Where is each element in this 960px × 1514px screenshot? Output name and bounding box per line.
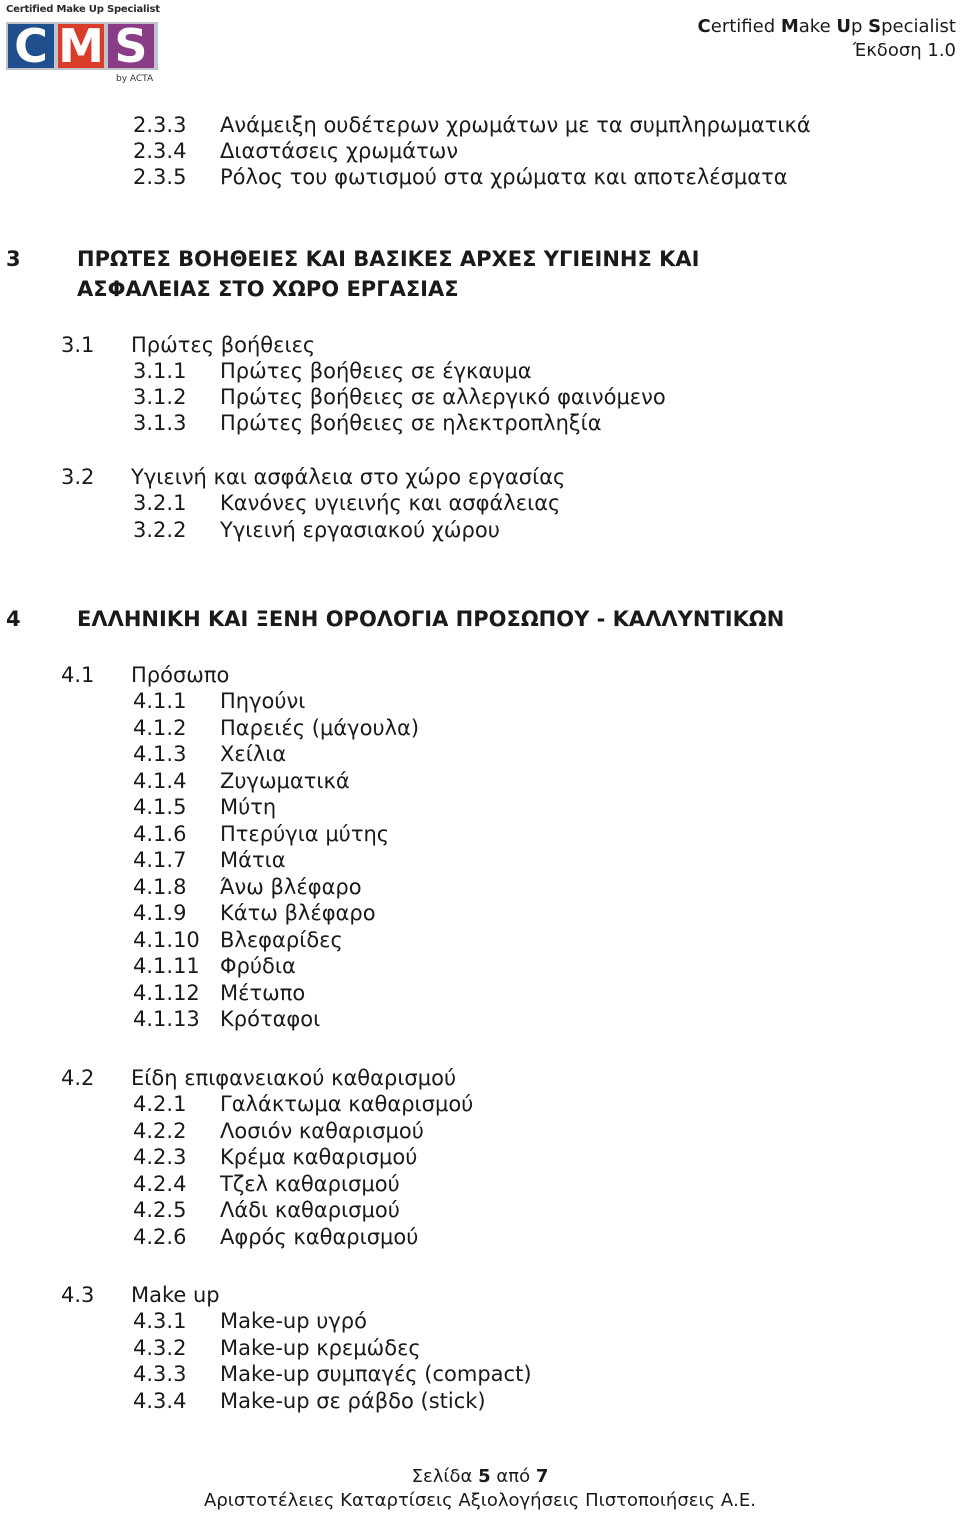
- section-title: Υγιεινή και ασφάλεια στο χώρο εργασίας: [131, 465, 566, 489]
- toc-number: 3.2.1: [133, 491, 187, 515]
- page-current: 5: [478, 1466, 491, 1487]
- toc-entry: Πρώτες βοήθειες σε αλλεργικό φαινόμενο: [220, 385, 666, 409]
- logo-letter-m: M: [58, 19, 104, 73]
- toc-number: 3.1.3: [133, 411, 187, 435]
- toc-number: 4.1.2: [133, 716, 187, 740]
- toc-entry: Γαλάκτωμα καθαρισμού: [220, 1092, 474, 1116]
- toc-entry: Ανάμειξη ουδέτερων χρωμάτων με τα συμπληρωματικά: [220, 113, 811, 137]
- toc-entry: Άνω βλέφαρο: [220, 875, 362, 899]
- logo-letter-box: [6, 19, 158, 73]
- toc-entry: Κανόνες υγιεινής και ασφάλειας: [220, 491, 561, 515]
- header-title: [698, 16, 956, 37]
- toc-entry: Πηγούνι: [220, 689, 306, 713]
- chapter-title: ΕΛΛΗΝΙΚΗ ΚΑΙ ΞΕΝΗ ΟΡΟΛΟΓΙΑ ΠΡΟΣΩΠΟΥ - ΚΑΛΛΥΝΤΙΚΩΝ: [77, 607, 785, 631]
- toc-entry: Make-up συμπαγές (compact): [220, 1362, 532, 1386]
- page-prefix: Σελίδα: [411, 1466, 479, 1487]
- toc-entry: Κρέμα καθαρισμού: [220, 1145, 418, 1169]
- toc-entry: Διαστάσεις χρωμάτων: [220, 139, 459, 163]
- toc-number: 4.2.5: [133, 1198, 187, 1222]
- toc-number: 4.3.2: [133, 1336, 187, 1360]
- header-title-part: U: [836, 16, 851, 37]
- toc-number: 2.3.3: [133, 113, 187, 137]
- section-title: Πρόσωπο: [131, 663, 230, 687]
- toc-number: 2.3.5: [133, 165, 187, 189]
- cms-logo: [4, 4, 160, 88]
- toc-number: 4.1.4: [133, 769, 187, 793]
- toc-entry: Τζελ καθαρισμού: [220, 1172, 400, 1196]
- toc-entry: Μύτη: [220, 795, 277, 819]
- logo-letter-s: S: [108, 24, 154, 68]
- toc-entry: Πρώτες βοήθειες σε έγκαυμα: [220, 359, 532, 383]
- section-title: Make up: [131, 1283, 220, 1307]
- toc-number: 4.1.8: [133, 875, 187, 899]
- toc-entry: Πτερύγια μύτης: [220, 822, 390, 846]
- section-title: Είδη επιφανειακού καθαρισμού: [131, 1066, 457, 1090]
- toc-entry: Ζυγωματικά: [220, 769, 350, 793]
- toc-number: 4.1.11: [133, 954, 200, 978]
- toc-entry: Κάτω βλέφαρο: [220, 901, 376, 925]
- toc-entry: Πρώτες βοήθειες σε ηλεκτροπληξία: [220, 411, 602, 435]
- toc-number: 4.2.1: [133, 1092, 187, 1116]
- section-number: 4.1: [61, 663, 95, 687]
- toc-entry: Ρόλος του φωτισμού στα χρώματα και αποτελέσματα: [220, 165, 788, 189]
- chapter-title-line2: ΑΣΦΑΛΕΙΑΣ ΣΤΟ ΧΩΡΟ ΕΡΓΑΣΙΑΣ: [77, 277, 459, 301]
- header-title-part: ertified: [710, 16, 781, 37]
- header-title-part: M: [780, 16, 799, 37]
- section-number: 4.2: [61, 1066, 95, 1090]
- toc-entry: Make-up υγρό: [220, 1309, 367, 1333]
- toc-entry: Μέτωπο: [220, 981, 306, 1005]
- toc-entry: Υγιεινή εργασιακού χώρου: [220, 518, 500, 542]
- header-title-part: S: [868, 16, 882, 37]
- toc-entry: Κρόταφοι: [220, 1007, 321, 1031]
- toc-number: 3.2.2: [133, 518, 187, 542]
- toc-number: 4.2.3: [133, 1145, 187, 1169]
- toc-number: 4.1.7: [133, 848, 187, 872]
- page-number: [0, 1466, 960, 1487]
- toc-number: 4.1.3: [133, 742, 187, 766]
- toc-number: 4.3.4: [133, 1389, 187, 1413]
- toc-number: 4.2.2: [133, 1119, 187, 1143]
- chapter-number: 4: [6, 607, 21, 631]
- toc-number: 3.1.2: [133, 385, 187, 409]
- logo-letter-c: C: [8, 24, 54, 68]
- toc-entry: Βλεφαρίδες: [220, 928, 343, 952]
- toc-number: 4.1.6: [133, 822, 187, 846]
- toc-number: 4.3.1: [133, 1309, 187, 1333]
- page-total: 7: [535, 1466, 549, 1487]
- toc-entry: Παρειές (μάγουλα): [220, 716, 420, 740]
- footer-company: Αριστοτέλειες Καταρτίσεις Αξιολογήσεις Πιστοποιήσεις Α.Ε.: [204, 1490, 756, 1511]
- toc-number: 4.3.3: [133, 1362, 187, 1386]
- header-title-part: p: [851, 16, 869, 37]
- toc-number: 4.1.5: [133, 795, 187, 819]
- header-version: Έκδοση 1.0: [852, 40, 956, 61]
- header-title-part: pecialist: [881, 16, 956, 37]
- toc-entry: Λοσιόν καθαρισμού: [220, 1119, 424, 1143]
- toc-entry: Χείλια: [220, 742, 287, 766]
- toc-entry: Φρύδια: [220, 954, 296, 978]
- section-number: 3.2: [61, 465, 95, 489]
- section-title: Πρώτες βοήθειες: [131, 333, 316, 357]
- logo-tagline: Certified Make Up Specialist: [6, 4, 160, 15]
- logo-by-acta: by ACTA: [116, 74, 154, 84]
- toc-number: 4.2.4: [133, 1172, 187, 1196]
- toc-number: 4.1.12: [133, 981, 200, 1005]
- toc-number: 2.3.4: [133, 139, 187, 163]
- toc-number: 3.1.1: [133, 359, 187, 383]
- toc-number: 4.1.13: [133, 1007, 200, 1031]
- section-number: 3.1: [61, 333, 95, 357]
- toc-entry: Make-up κρεμώδες: [220, 1336, 421, 1360]
- chapter-number: 3: [6, 247, 21, 271]
- header-title-part: C: [697, 16, 711, 37]
- toc-number: 4.2.6: [133, 1225, 187, 1249]
- toc-entry: Make-up σε ράβδο (stick): [220, 1389, 486, 1413]
- toc-number: 4.1.1: [133, 689, 187, 713]
- header-title-part: ake: [798, 16, 837, 37]
- toc-entry: Αφρός καθαρισμού: [220, 1225, 419, 1249]
- toc-number: 4.1.9: [133, 901, 187, 925]
- chapter-title-line1: ΠΡΩΤΕΣ ΒΟΗΘΕΙΕΣ ΚΑΙ ΒΑΣΙΚΕΣ ΑΡΧΕΣ ΥΓΙΕΙΝΗΣ ΚΑΙ: [77, 247, 700, 271]
- toc-entry: Μάτια: [220, 848, 286, 872]
- page-mid: από: [490, 1466, 536, 1487]
- toc-entry: Λάδι καθαρισμού: [220, 1198, 400, 1222]
- section-number: 4.3: [61, 1283, 95, 1307]
- toc-number: 4.1.10: [133, 928, 200, 952]
